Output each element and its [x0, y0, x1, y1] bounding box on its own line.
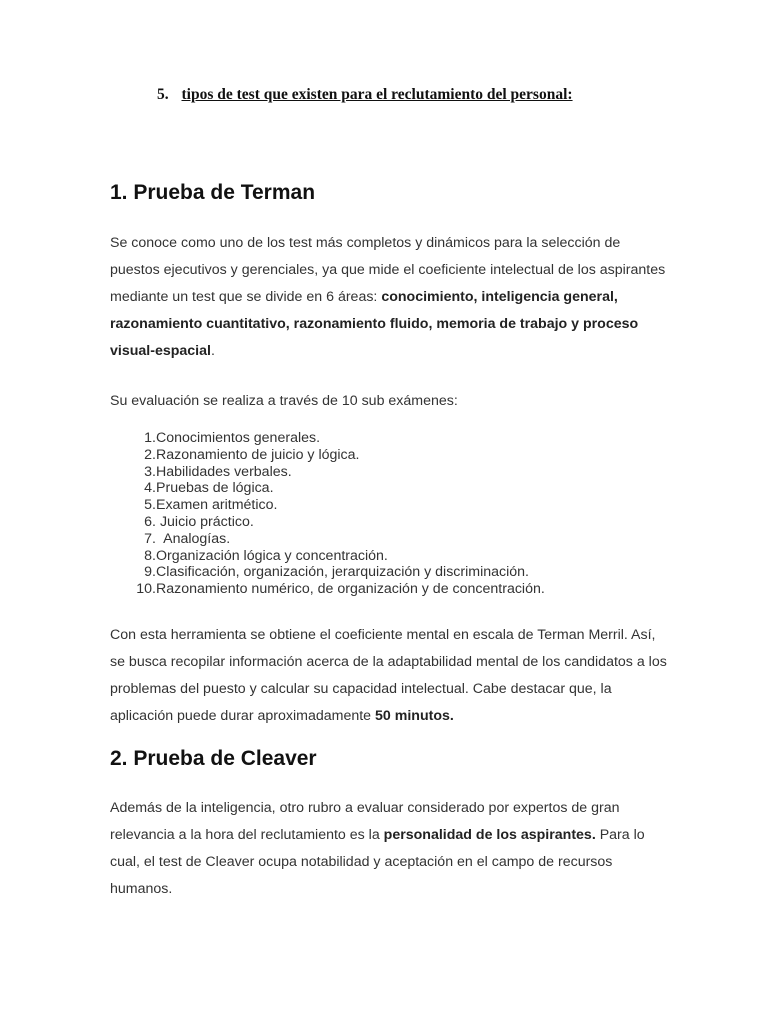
cleaver-intro-part: Para lo cual, el test de Cleaver ocupa notabilidad y aceptación en el campo de recursos humanos. [110, 827, 645, 897]
list-item-text: Pruebas de lógica. [156, 480, 274, 497]
list-item-text: Organización lógica y concentración. [156, 547, 388, 564]
list-item [110, 464, 545, 481]
list-item [110, 548, 545, 565]
list-item-text: Habilidades verbales. [156, 463, 292, 480]
terman-conclusion-paragraph [110, 622, 670, 730]
list-item-text: Razonamiento de juicio y lógica. [156, 446, 360, 463]
list-item-number: 7. [144, 530, 156, 547]
list-item-number: 5. [144, 497, 156, 514]
list-item-text: Razonamiento numérico, de organización y de concentración. [156, 581, 545, 598]
list-item-number: 6. [144, 513, 156, 530]
list-item-number: 9. [144, 564, 156, 581]
list-item-text: Juicio práctico. [156, 513, 254, 530]
cleaver-intro-paragraph [110, 795, 670, 903]
list-item-text: Conocimientos generales. [156, 430, 321, 446]
list-item-number: 3. [144, 463, 156, 480]
section-number: 5. [157, 86, 169, 103]
list-item-number: 10. [136, 581, 156, 598]
list-item [110, 430, 545, 447]
list-item [110, 514, 545, 531]
list-item [110, 564, 545, 581]
section-heading [157, 86, 573, 104]
list-item-text: Clasificación, organización, jerarquización y discriminación. [156, 564, 529, 581]
list-item [110, 480, 545, 497]
list-item [110, 497, 545, 514]
list-item [110, 447, 545, 464]
list-item-number: 8. [144, 547, 156, 564]
list-item-number: 2. [144, 446, 156, 463]
list-item [110, 531, 545, 548]
terman-intro-part: . [210, 343, 215, 359]
terman-heading: 1. Prueba de Terman [110, 181, 316, 204]
cleaver-heading: 2. Prueba de Cleaver [110, 747, 317, 770]
terman-intro-part: Se conoce como uno de los test más completos y dinámicos para la selección de puestos ejecutivos y gerenciales, ya que mide el coeficiente intelectual de los aspirantes mediante un test que se divide en 6 áreas: [110, 235, 666, 305]
list-item-number: 1. [144, 430, 156, 446]
terman-eval-text: Su evaluación se realiza a través de 10 sub exámenes: [110, 393, 458, 409]
subtest-list [110, 430, 545, 598]
section-title: tipos de test que existen para el reclutamiento del personal: [181, 86, 573, 103]
list-item-text: Analogías. [156, 530, 231, 547]
list-item [110, 581, 545, 598]
terman-intro-areas: conocimiento, inteligencia general, razonamiento cuantitativo, razonamiento fluido, memoria de trabajo y proceso visual-espacial [110, 289, 639, 359]
cleaver-personality: personalidad de los aspirantes. [383, 827, 596, 843]
terman-conclusion-part: Con esta herramienta se obtiene el coeficiente mental en escala de Terman Merril. Así, se busca recopilar información acerca de la adaptabilidad mental de los candidatos a los problemas del puesto y calcular su capacidad intelectual. Cabe destacar que, la aplicación puede durar aproximadamente [110, 627, 667, 724]
list-item-number: 4. [144, 480, 156, 497]
terman-duration: 50 minutos. [375, 708, 454, 724]
terman-intro-paragraph [110, 230, 670, 365]
cleaver-intro-part: Además de la inteligencia, otro rubro a evaluar considerado por expertos de gran relevancia a la hora del reclutamiento es la [110, 800, 620, 843]
list-item-text: Examen aritmético. [156, 497, 278, 514]
